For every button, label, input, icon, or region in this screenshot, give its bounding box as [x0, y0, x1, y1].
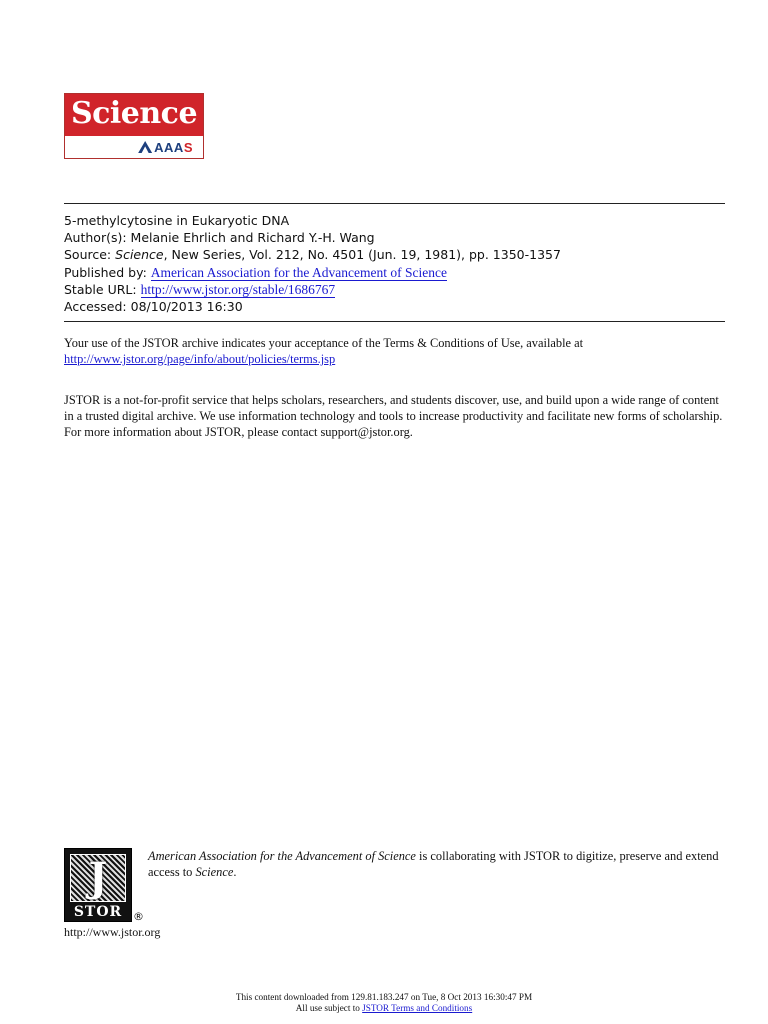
jstor-emblem	[70, 854, 126, 902]
top-divider	[64, 203, 725, 204]
stable-url-link[interactable]: http://www.jstor.org/stable/1686767	[140, 281, 336, 297]
aaas-text	[154, 140, 193, 155]
download-footer	[0, 992, 768, 1013]
source-journal: Science	[115, 247, 164, 263]
terms-paragraph	[64, 335, 725, 367]
authors-label: Author(s):	[64, 230, 127, 246]
authors-line	[64, 229, 725, 246]
article-metadata	[64, 212, 725, 315]
footer-terms-line	[0, 1003, 768, 1014]
stable-url-line	[64, 281, 725, 298]
collaboration-notice	[148, 848, 728, 880]
terms-link[interactable]: http://www.jstor.org/page/info/about/policies/terms.jsp	[64, 352, 336, 366]
aaas-wordmark	[65, 136, 203, 158]
jstor-logo-box	[64, 848, 132, 922]
collab-journal: Science	[195, 865, 234, 879]
stable-url-label: Stable URL:	[64, 281, 137, 297]
aaas-a-icon	[138, 141, 152, 153]
collab-middle: is collaborating with JSTOR to digitize, preserve and extend access to	[148, 849, 719, 879]
source-details: , New Series, Vol. 212, No. 4501 (Jun. 19, 1981), pp. 1350-1357	[163, 247, 561, 263]
publisher-link[interactable]: American Association for the Advancement of Science	[150, 264, 447, 280]
accessed-value: 08/10/2013 16:30	[130, 299, 243, 315]
collab-end: .	[233, 865, 237, 879]
aaas-letters: AAA	[154, 139, 184, 155]
footer-download-info: This content downloaded from 129.81.183.247 on Tue, 8 Oct 2013 16:30:47 PM	[235, 992, 533, 1002]
jstor-wordmark: STOR	[73, 904, 123, 920]
aaas-last-letter: S	[183, 139, 193, 155]
publisher-label: Published by:	[64, 264, 147, 280]
jstor-url: http://www.jstor.org	[64, 925, 161, 939]
terms-text: Your use of the JSTOR archive indicates your acceptance of the Terms & Conditions of Use, available at	[64, 336, 584, 350]
accessed-label: Accessed:	[64, 299, 127, 315]
source-line	[64, 246, 725, 263]
footer-terms-link[interactable]: JSTOR Terms and Conditions	[362, 1002, 473, 1013]
authors-value: Melanie Ehrlich and Richard Y.-H. Wang	[130, 230, 375, 246]
footer-terms-prefix: All use subject to	[295, 1002, 363, 1013]
publisher-line	[64, 264, 725, 281]
accessed-line	[64, 298, 725, 315]
source-label: Source:	[64, 247, 112, 263]
about-jstor-paragraph: JSTOR is a not-for-profit service that helps scholars, researchers, and students discover, use, and build upon a wide range of content in a trusted digital archive. We use information technology and tools to increase productivity and facilitate new forms of scholarship. For more information about JSTOR, please contact support@jstor.org.	[64, 393, 723, 440]
jstor-logo	[64, 848, 146, 928]
science-aaas-logo	[64, 93, 204, 159]
science-wordmark: Science	[65, 94, 203, 136]
article-title: 5-methylcytosine in Eukaryotic DNA	[64, 213, 290, 228]
jstor-j-letter: J	[88, 854, 108, 901]
middle-divider	[64, 321, 725, 322]
registered-mark: ®	[133, 910, 144, 923]
collab-org: American Association for the Advancement of Science	[148, 849, 416, 863]
